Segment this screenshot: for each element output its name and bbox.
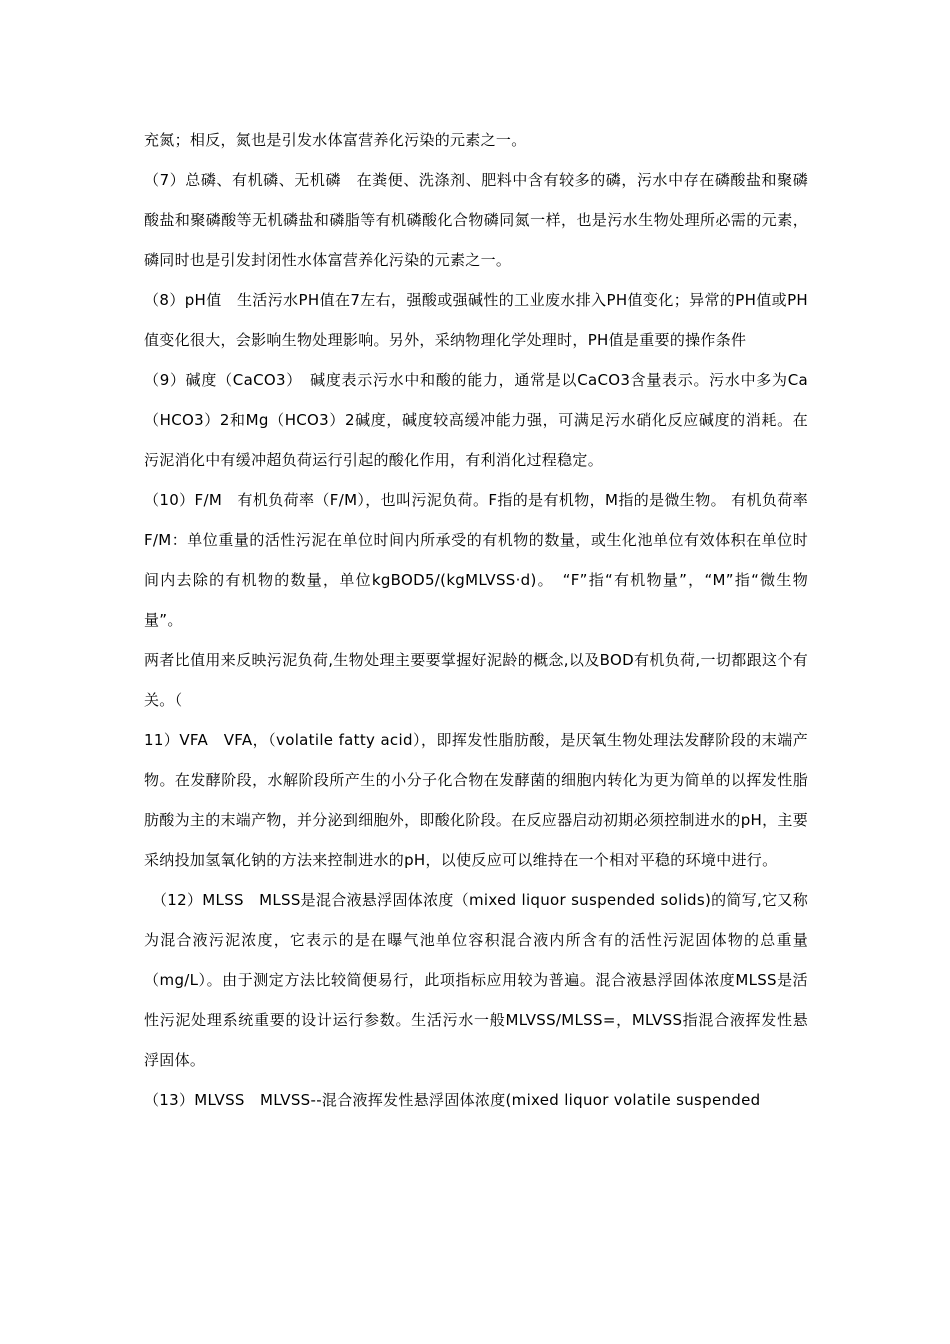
paragraph-fm-note: 两者比值用来反映污泥负荷,生物处理主要要掌握好泥龄的概念,以及BOD有机负荷,一切都跟这个有关。（ xyxy=(144,651,808,709)
paragraph-ph: （8）pH值 生活污水PH值在7左右，强酸或强碱性的工业废水排入PH值变化；异常的PH值或PH值变化很大，会影响生物处理影响。另外，采纳物理化学处理时，PH值是重要的操作条件 xyxy=(144,291,808,349)
paragraph-mlvss: （13）MLVSS MLVSS--混合液挥发性悬浮固体浓度(mixed liquor volatile suspended xyxy=(144,1091,761,1109)
paragraph-fm-ratio: （10）F/M 有机负荷率（F/M），也叫污泥负荷。F指的是有机物，M指的是微生物。 有机负荷率F/M：单位重量的活性污泥在单位时间内所承受的有机物的数量，或生化池单位有效体积在单位时间内去除的有机物的数量，单位kgBOD5/(kgMLVSS·d)。 “F”指“有机物量”，“M”指“微生物量”。 xyxy=(144,491,808,629)
paragraph-alkalinity: （9）碱度（CaCO3） 碱度表示污水中和酸的能力，通常是以CaCO3含量表示。污水中多为Ca（HCO3）2和Mg（HCO3）2碱度，碱度较高缓冲能力强，可满足污水硝化反应碱度的消耗。在污泥消化中有缓冲超负荷运行引起的酸化作用，有利消化过程稳定。 xyxy=(144,371,808,469)
document-page xyxy=(144,120,808,1120)
paragraph-nitrogen-end: 充氮；相反，氮也是引发水体富营养化污染的元素之一。 xyxy=(144,131,527,149)
paragraph-mlss: （12）MLSS MLSS是混合液悬浮固体浓度（mixed liquor suspended solids)的简写,它又称为混合液污泥浓度，它表示的是在曝气池单位容积混合液内所含有的活性污泥固体物的总重量（mg/L）。由于测定方法比较简便易行，此项指标应用较为普遍。混合液悬浮固体浓度MLSS是活性污泥处理系统重要的设计运行参数。生活污水一般MLVSS/MLSS=，MLVSS指混合液挥发性悬浮固体。 xyxy=(144,891,808,1069)
paragraph-vfa: 11）VFA VFA，（volatile fatty acid），即挥发性脂肪酸，是厌氧生物处理法发酵阶段的末端产物。在发酵阶段，水解阶段所产生的小分子化合物在发酵菌的细胞内转化为更为简单的以挥发性脂肪酸为主的末端产物，并分泌到细胞外，即酸化阶段。在反应器启动初期必须控制进水的pH，主要采纳投加氢氧化钠的方法来控制进水的pH，以使反应可以维持在一个相对平稳的环境中进行。 xyxy=(144,731,809,869)
paragraph-phosphorus: （7）总磷、有机磷、无机磷 在粪便、洗涤剂、肥料中含有较多的磷，污水中存在磷酸盐和聚磷酸盐和聚磷酸等无机磷盐和磷脂等有机磷酸化合物磷同氮一样，也是污水生物处理所必需的元素，磷同时也是引发封闭性水体富营养化污染的元素之一。 xyxy=(144,171,808,269)
